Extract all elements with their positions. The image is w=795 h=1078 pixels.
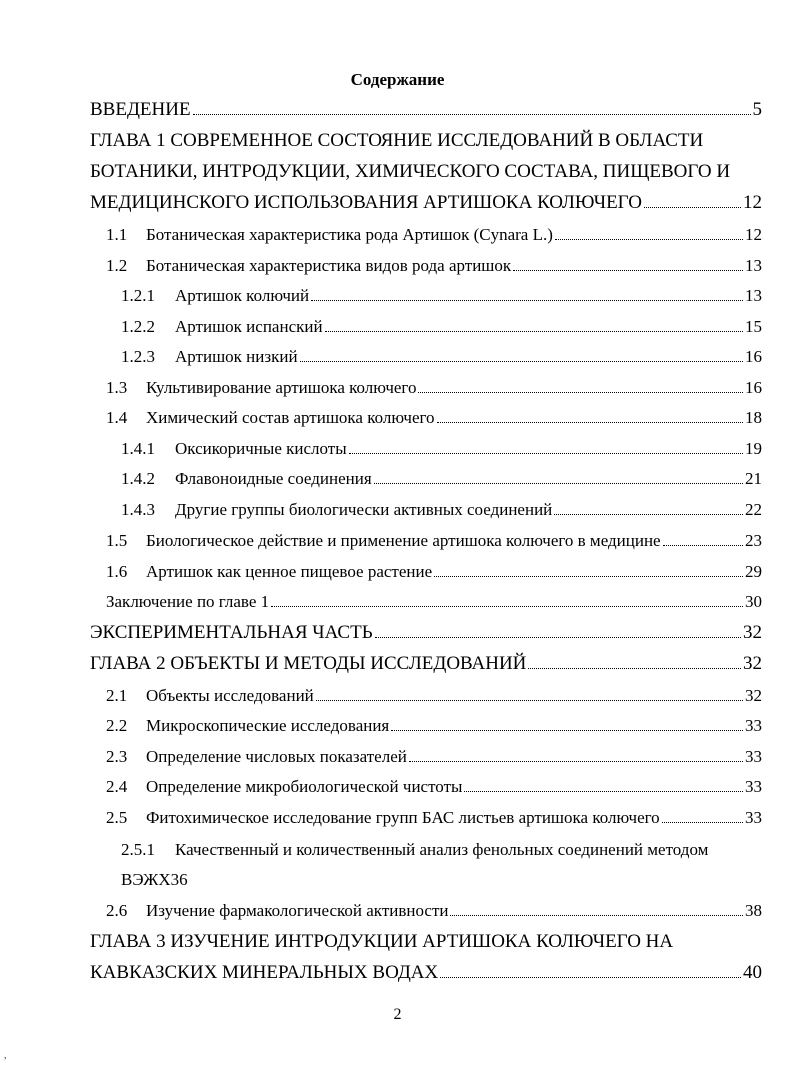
toc-entry-chapter-2[interactable] [90, 651, 762, 677]
toc-entry-page: 38 [745, 901, 762, 920]
toc-entry-page: 13 [745, 256, 762, 275]
toc-entry-number: 2.3 [106, 747, 128, 766]
toc-entry-page: 40 [743, 962, 762, 983]
dot-leader [300, 360, 743, 362]
toc-entry-title: Химический состав артишока колючего [146, 408, 435, 427]
toc-entry-title: Флавоноидные соединения [175, 469, 372, 488]
toc-entry-number: 1.2.1 [121, 286, 155, 305]
toc-entry-1-3[interactable] [106, 375, 762, 401]
toc-entry-2-3[interactable] [106, 744, 762, 770]
toc-entry-number: 1.2.2 [121, 317, 155, 336]
dot-leader [450, 914, 743, 916]
toc-entry-chapter-1-line-3[interactable] [90, 190, 762, 216]
toc-entry-page: 18 [745, 408, 762, 427]
toc-entry-chapter-3-line-1[interactable] [90, 929, 762, 955]
toc-entry-title: Культивирование артишока колючего [146, 378, 417, 397]
dot-leader [193, 113, 751, 115]
toc-entry-number: 2.5 [106, 808, 128, 827]
page-title: Содержание [350, 70, 445, 89]
dot-leader [437, 421, 743, 423]
toc-entry-chapter-3-line-2[interactable] [90, 960, 762, 986]
toc-entry-number: 1.2 [106, 256, 128, 275]
toc-entry-title: Ботаническая характеристика рода Артишок (Cynara L.) [146, 225, 553, 244]
toc-entry-page: 32 [743, 622, 762, 643]
toc-entry-1-4[interactable] [106, 405, 762, 431]
toc-entry-number: 1.4.2 [121, 469, 155, 488]
toc-entry-title: Оксикоричные кислоты [175, 439, 347, 458]
toc-entry-2-5-1-line-2[interactable] [121, 867, 762, 893]
toc-entry-1-2-1[interactable] [121, 283, 762, 309]
toc-entry-2-1[interactable] [106, 683, 762, 709]
toc-entry-2-4[interactable] [106, 774, 762, 800]
toc-entry-title: ЭКСПЕРИМЕНТАЛЬНАЯ ЧАСТЬ [90, 622, 373, 643]
toc-entry-page: 30 [745, 592, 762, 611]
toc-entry-1-6[interactable] [106, 559, 762, 585]
toc-entry-chapter-1-line-1[interactable] [90, 128, 762, 154]
dot-leader [644, 206, 741, 208]
toc-entry-page: 22 [745, 500, 762, 519]
toc-entry-page: 16 [745, 347, 762, 366]
dot-leader [528, 667, 741, 669]
toc-entry-title: БОТАНИКИ, ИНТРОДУКЦИИ, ХИМИЧЕСКОГО СОСТАВА, ПИЩЕВОГО И [90, 161, 731, 182]
toc-entry-page: 16 [745, 378, 762, 397]
toc-entry-title: Определение числовых показателей [146, 747, 407, 766]
dot-leader [349, 452, 743, 454]
toc-entry-number: 2.4 [106, 777, 128, 796]
toc-entry-page: 23 [745, 531, 762, 550]
dot-leader [434, 575, 743, 577]
toc-entry-chapter-1-conclusion[interactable] [106, 589, 762, 615]
toc-entry-number: 2.2 [106, 716, 128, 735]
toc-entry-1-2-2[interactable] [121, 314, 762, 340]
toc-entry-page: 19 [745, 439, 762, 458]
toc-entry-title: Объекты исследований [146, 686, 314, 705]
dot-leader [325, 330, 743, 332]
toc-entry-2-5-1-line-1[interactable] [121, 837, 762, 863]
toc-entry-number: 2.5.1 [121, 840, 155, 859]
toc-entry-title: ГЛАВА 3 ИЗУЧЕНИЕ ИНТРОДУКЦИИ АРТИШОКА КОЛЮЧЕГО НА [90, 931, 674, 952]
toc-entry-page: 15 [745, 317, 762, 336]
toc-entry-title: Ботаническая характеристика видов рода артишок [146, 256, 512, 275]
toc-entry-title: Микроскопические исследования [146, 716, 390, 735]
toc-entry-experimental-part[interactable] [90, 620, 762, 646]
toc-entry-title: Определение микробиологической чистоты [146, 777, 463, 796]
toc-entry-number: 1.6 [106, 562, 128, 581]
toc-entry-page: 21 [745, 469, 762, 488]
dot-leader [464, 790, 743, 792]
toc-entry-number: 2.1 [106, 686, 128, 705]
dot-leader [513, 269, 743, 271]
dot-leader [418, 391, 743, 393]
toc-entry-number: 1.1 [106, 225, 128, 244]
toc-entry-page: 32 [745, 686, 762, 705]
toc-entry-introduction[interactable] [90, 97, 762, 123]
dot-leader [374, 482, 743, 484]
scan-mark: , [4, 1050, 7, 1061]
dot-leader [311, 299, 743, 301]
toc-entry-title: Артишок колючий [175, 286, 310, 305]
toc-entry-title: Изучение фармакологической активности [146, 901, 449, 920]
dot-leader [663, 544, 743, 546]
toc-entry-1-2-3[interactable] [121, 344, 762, 370]
dot-leader [554, 513, 743, 515]
toc-entry-number: 1.2.3 [121, 347, 155, 366]
toc-entry-page: 32 [743, 653, 762, 674]
toc-entry-1-4-1[interactable] [121, 436, 762, 462]
toc-entry-title: ГЛАВА 1 СОВРЕМЕННОЕ СОСТОЯНИЕ ИССЛЕДОВАНИЙ В ОБЛАСТИ [90, 130, 704, 151]
dot-leader [316, 699, 743, 701]
toc-entry-page: 29 [745, 562, 762, 581]
toc-entry-page: 33 [745, 716, 762, 735]
toc-entry-number: 1.4.3 [121, 500, 155, 519]
toc-entry-number: 1.3 [106, 378, 128, 397]
toc-entry-number: 2.6 [106, 901, 128, 920]
toc-entry-title: Артишок низкий [175, 347, 298, 366]
toc-entry-1-4-3[interactable] [121, 497, 762, 523]
toc-entry-page: 33 [745, 808, 762, 827]
toc-entry-title: МЕДИЦИНСКОГО ИСПОЛЬЗОВАНИЯ АРТИШОКА КОЛЮЧЕГО [90, 192, 642, 213]
toc-entry-1-4-2[interactable] [121, 466, 762, 492]
dot-leader [440, 976, 741, 978]
toc-entry-title: ВЭЖХ36 [121, 870, 188, 889]
dot-leader [375, 636, 741, 638]
toc-entry-title: Артишок как ценное пищевое растение [146, 562, 433, 581]
toc-entry-title: Другие группы биологически активных соединений [175, 500, 553, 519]
toc-entry-title: Заключение по главе 1 [106, 592, 270, 611]
toc-entry-2-2[interactable] [106, 713, 762, 739]
toc-entry-number: 1.4 [106, 408, 128, 427]
toc-entry-chapter-1-line-2[interactable] [90, 159, 762, 185]
dot-leader [271, 605, 743, 607]
dot-leader [662, 821, 743, 823]
toc-entry-2-5[interactable] [106, 805, 762, 831]
page-number: 2 [393, 1006, 402, 1023]
dot-leader [409, 760, 743, 762]
toc-entry-title: ВВЕДЕНИЕ [90, 99, 191, 120]
toc-entry-2-6[interactable] [106, 898, 762, 924]
toc-entry-1-1[interactable] [106, 222, 762, 248]
toc-entry-title: Биологическое действие и применение артишока колючего в медицине [146, 531, 661, 550]
toc-entry-page: 33 [745, 777, 762, 796]
toc-entry-number: 1.5 [106, 531, 128, 550]
toc-entry-page: 12 [743, 192, 762, 213]
toc-entry-page: 33 [745, 747, 762, 766]
toc-entry-number: 1.4.1 [121, 439, 155, 458]
toc-entry-1-5[interactable] [106, 528, 762, 554]
toc-entry-title: ГЛАВА 2 ОБЪЕКТЫ И МЕТОДЫ ИССЛЕДОВАНИЙ [90, 653, 527, 674]
dot-leader [555, 238, 743, 240]
toc-entry-title: Качественный и количественный анализ фенольных соединений методом [175, 840, 709, 859]
dot-leader [391, 729, 743, 731]
toc-entry-page: 5 [752, 99, 762, 120]
toc-entry-title: Артишок испанский [175, 317, 323, 336]
toc-entry-page: 13 [745, 286, 762, 305]
toc-entry-title: КАВКАЗСКИХ МИНЕРАЛЬНЫХ ВОДАХ [90, 962, 439, 983]
toc-entry-page: 12 [745, 225, 762, 244]
toc-entry-title: Фитохимическое исследование групп БАС листьев артишока колючего [146, 808, 660, 827]
toc-entry-1-2[interactable] [106, 253, 762, 279]
